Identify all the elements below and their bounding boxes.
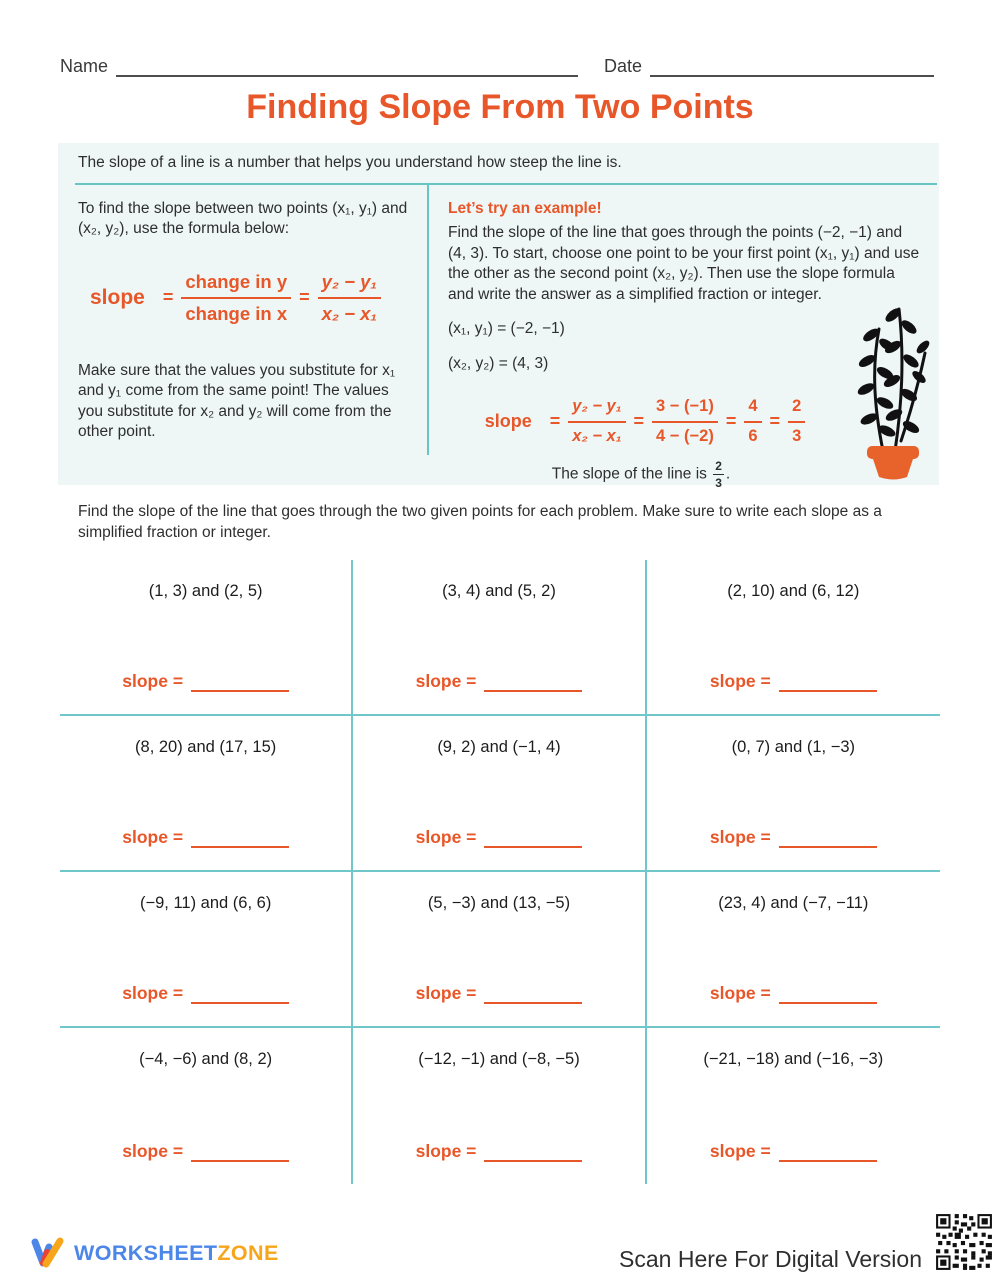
answer-blank <box>779 990 877 1004</box>
slope-answer-row <box>647 1141 940 1162</box>
problem-cell-11 <box>353 1028 646 1184</box>
slope-word: slope <box>90 286 145 310</box>
problems-grid <box>60 560 940 1184</box>
answer-blank <box>484 678 582 692</box>
problem-cell-10 <box>60 1028 353 1184</box>
slope-label: slope = <box>122 827 184 847</box>
name-label: Name <box>60 56 109 76</box>
answer-blank <box>484 834 582 848</box>
logo-text-worksheet: WORKSHEET <box>74 1240 218 1265</box>
example-point-1: (x₁, y₁) = (−2, −1) <box>448 320 565 338</box>
problem-points: (−12, −1) and (−8, −5) <box>418 1050 580 1068</box>
fraction-substituted: $\frac{3 - (-1)}{4 - (-2)}$ <box>652 396 718 448</box>
problem-cell-1 <box>60 560 353 716</box>
qr-code <box>934 1212 994 1272</box>
slope-label: slope = <box>122 1141 184 1161</box>
date-blank-line <box>650 59 934 77</box>
name-blank-line <box>116 59 578 77</box>
intro-text: The slope of a line is a number that helps you understand how steep the line is. <box>78 154 622 171</box>
problem-points: (−21, −18) and (−16, −3) <box>703 1050 884 1068</box>
example-point-2: (x₂, y₂) = (4, 3) <box>448 354 549 372</box>
formula-note: Make sure that the values you substitute for x₁ and y₁ come from the same point! The values you substitute for x₂ and y₂ will come from the other point. <box>78 361 396 441</box>
slope-label: slope = <box>709 1141 771 1161</box>
formula-column <box>78 199 413 443</box>
problem-cell-8 <box>353 872 646 1028</box>
problem-cell-2 <box>353 560 646 716</box>
problem-cell-3 <box>647 560 940 716</box>
equals-sign: = <box>299 287 310 308</box>
problem-points: (9, 2) and (−1, 4) <box>437 738 561 756</box>
problem-points: (23, 4) and (−7, −11) <box>718 894 869 912</box>
answer-blank <box>191 1148 289 1162</box>
fraction-unsimplified: $\frac{4}{6}$ <box>744 396 761 448</box>
slope-answer-row <box>353 827 644 848</box>
slope-label: slope = <box>415 1141 477 1161</box>
equals-sign: = <box>633 411 645 432</box>
fraction-simplified: $\frac{2}{3}$ <box>788 396 805 448</box>
problem-cell-12 <box>647 1028 940 1184</box>
answer-blank <box>484 1148 582 1162</box>
answer-blank <box>779 678 877 692</box>
slope-label: slope = <box>709 827 771 847</box>
answer-blank <box>779 1148 877 1162</box>
example-conclusion: The slope of the line is $\frac{2}{3}$ . <box>551 458 731 490</box>
logo-text-zone: ZONE <box>217 1240 279 1265</box>
answer-blank <box>191 678 289 692</box>
slope-answer-row <box>60 983 351 1004</box>
slope-formula <box>90 270 413 327</box>
problem-points: (8, 20) and (17, 15) <box>135 738 277 756</box>
answer-blank <box>484 990 582 1004</box>
vertical-divider <box>427 185 429 455</box>
fraction-variables: $\frac{\text{y₂ − y₁}}{\text{x₂ − x₁}}$ <box>568 396 625 448</box>
slope-label: slope = <box>415 827 477 847</box>
equals-sign: = <box>769 411 781 432</box>
fraction-variables: $\frac{\text{y₂ − y₁}}{\text{x₂ − x₁}}$ <box>318 270 381 327</box>
worksheet-zone-logo <box>30 1236 279 1270</box>
slope-label: slope = <box>122 983 184 1003</box>
horizontal-divider <box>75 183 937 185</box>
slope-word: slope <box>484 411 532 432</box>
slope-label: slope = <box>122 671 184 691</box>
answer-blank <box>191 834 289 848</box>
problem-points: (0, 7) and (1, −3) <box>731 738 855 756</box>
slope-label: slope = <box>709 983 771 1003</box>
fraction-change: $\frac{\text{change in y}}{\text{change in x}}$ <box>181 270 291 327</box>
logo-w-icon <box>30 1236 66 1270</box>
slope-label: slope = <box>415 671 477 691</box>
problem-instructions: Find the slope of the line that goes through the two given points for each problem. Make sure to write each slope as a simplified fraction or integer. <box>78 503 882 541</box>
example-body: Find the slope of the line that goes through the points (−2, −1) and (4, 3). To start, choose one point to be your first point (x₁, y₁) and use the other as the second point (x₂, y₂). Then use the slope formula and write the answer as a simplified fraction or integer. <box>448 224 920 303</box>
info-box <box>58 143 939 490</box>
problem-cell-6 <box>647 716 940 872</box>
conclusion-fraction: $\frac{2}{3}$ <box>715 458 722 490</box>
slope-answer-row <box>647 827 940 848</box>
name-date-row <box>60 56 934 77</box>
problem-points: (2, 10) and (6, 12) <box>727 582 860 600</box>
problem-cell-5 <box>353 716 646 872</box>
slope-answer-row <box>60 827 351 848</box>
equals-sign: = <box>725 411 737 432</box>
plant-illustration-icon <box>849 291 933 483</box>
equals-sign: = <box>162 287 174 308</box>
equals-sign: = <box>549 411 561 432</box>
slope-answer-row <box>647 983 940 1004</box>
slope-answer-row <box>60 1141 351 1162</box>
answer-blank <box>191 990 289 1004</box>
slope-answer-row <box>647 671 940 692</box>
problem-cell-7 <box>60 872 353 1028</box>
slope-label: slope = <box>415 983 477 1003</box>
problem-points: (3, 4) and (5, 2) <box>442 582 556 600</box>
slope-answer-row <box>353 983 644 1004</box>
slope-answer-row <box>60 671 351 692</box>
problem-points: (5, −3) and (13, −5) <box>427 894 571 912</box>
problem-cell-4 <box>60 716 353 872</box>
slope-label: slope = <box>709 671 771 691</box>
example-heading: Let’s try an example! <box>448 200 602 217</box>
slope-answer-row <box>353 1141 644 1162</box>
problem-points: (1, 3) and (2, 5) <box>148 582 263 600</box>
problem-points: (−9, 11) and (6, 6) <box>140 894 272 912</box>
formula-lead-text: To find the slope between two points (x₁, y₁) and (x₂, y₂), use the formula below: <box>78 200 408 238</box>
problem-points: (−4, −6) and (8, 2) <box>139 1050 273 1068</box>
slope-answer-row <box>353 671 644 692</box>
answer-blank <box>779 834 877 848</box>
scan-caption: Scan Here For Digital Version <box>619 1246 922 1272</box>
date-label: Date <box>603 56 642 76</box>
page-title: Finding Slope From Two Points <box>246 88 754 126</box>
problem-cell-9 <box>647 872 940 1028</box>
